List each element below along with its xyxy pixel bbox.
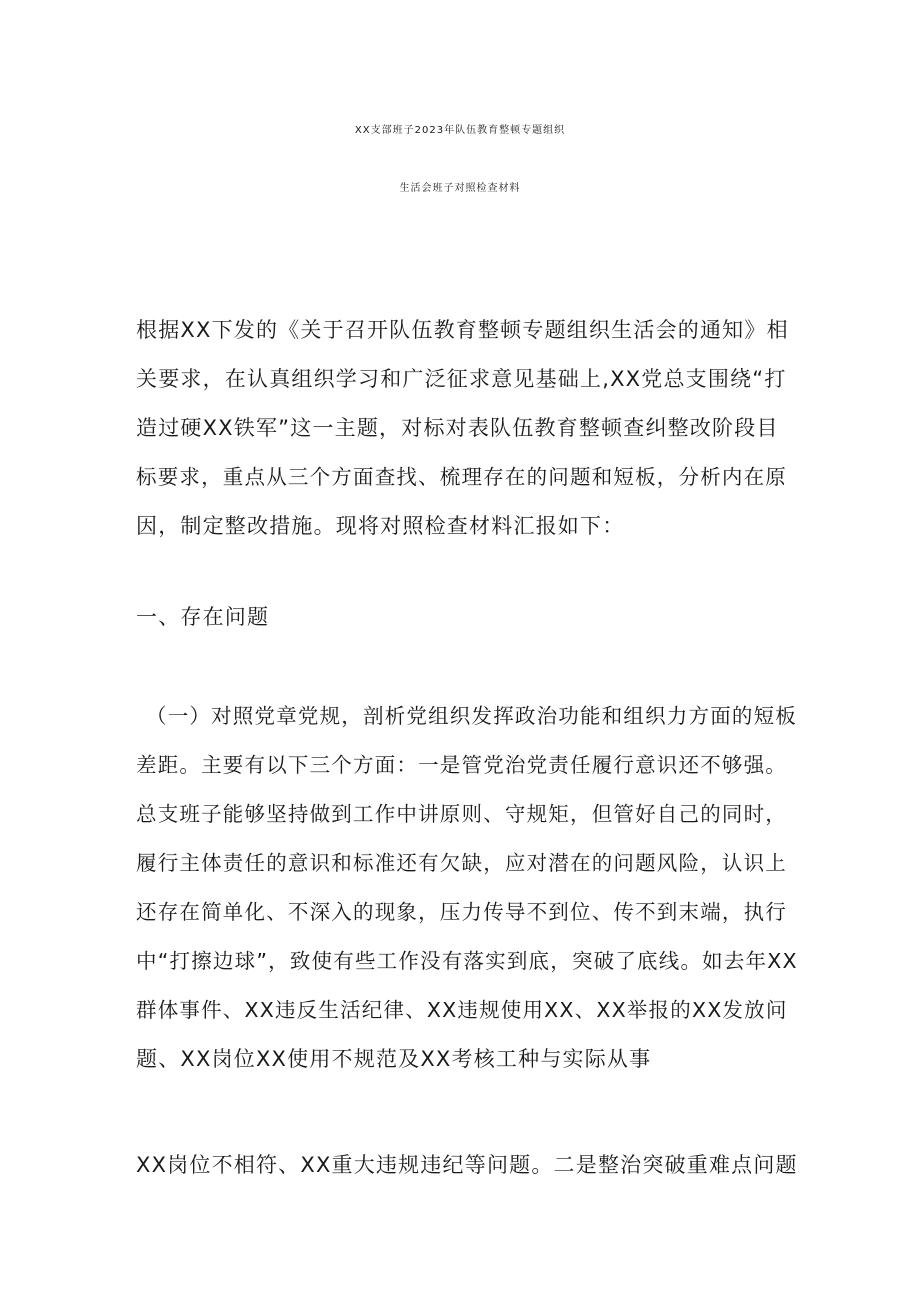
paragraph-3-line-1: XX岗位不相符、XX重大违规违纪等问题。二是整治突破重难点问题: [136, 1153, 798, 1177]
paragraph-1-line-2: 关要求，在认真组织学习和广泛征求意见基础上,XX党总支围绕“打: [136, 367, 787, 391]
paragraph-2-line-3: 总支班子能够坚持做到工作中讲原则、守规矩，但管好自己的同时，: [136, 802, 787, 826]
paragraph-2-line-2: 差距。主要有以下三个方面：一是管党治党责任履行意识还不够强。: [136, 753, 787, 777]
section-heading: 一、存在问题: [136, 605, 270, 629]
paragraph-1-line-4: 标要求，重点从三个方面查找、梳理存在的问题和短板，分析内在原: [136, 465, 787, 489]
paragraph-2-line-8: 题、XX岗位XX使用不规范及XX考核工种与实际从事: [136, 1047, 652, 1071]
paragraph-2-line-4: 履行主体责任的意识和标准还有欠缺，应对潜在的问题风险，认识上: [136, 851, 787, 875]
paragraph-2-line-7: 群体事件、XX违反生活纪律、XX违规使用XX、XX举报的XX发放问: [136, 998, 788, 1022]
document-title-line-2: 生活会班子对照检查材料: [399, 183, 521, 194]
paragraph-2-line-1: （一）对照党章党规，剖析党组织发挥政治功能和组织力方面的短板: [146, 704, 797, 728]
paragraph-1-line-5: 因，制定整改措施。现将对照检查材料汇报如下：: [136, 514, 625, 538]
paragraph-1-line-3: 造过硬XX铁军”这一主题，对标对表队伍教育整顿查纠整改阶段目: [136, 416, 779, 440]
document-title-line-1: XX支部班子2023年队伍教育整顿专题组织: [354, 125, 566, 136]
paragraph-1-line-1: 根据XX下发的《关于召开队伍教育整顿专题组织生活会的通知》相: [136, 318, 789, 342]
paragraph-2-line-5: 还存在简单化、不深入的现象，压力传导不到位、传不到末端，执行: [136, 900, 787, 924]
paragraph-2-line-6: 中“打擦边球”，致使有些工作没有落实到底，突破了底线。如去年XX: [136, 949, 798, 973]
